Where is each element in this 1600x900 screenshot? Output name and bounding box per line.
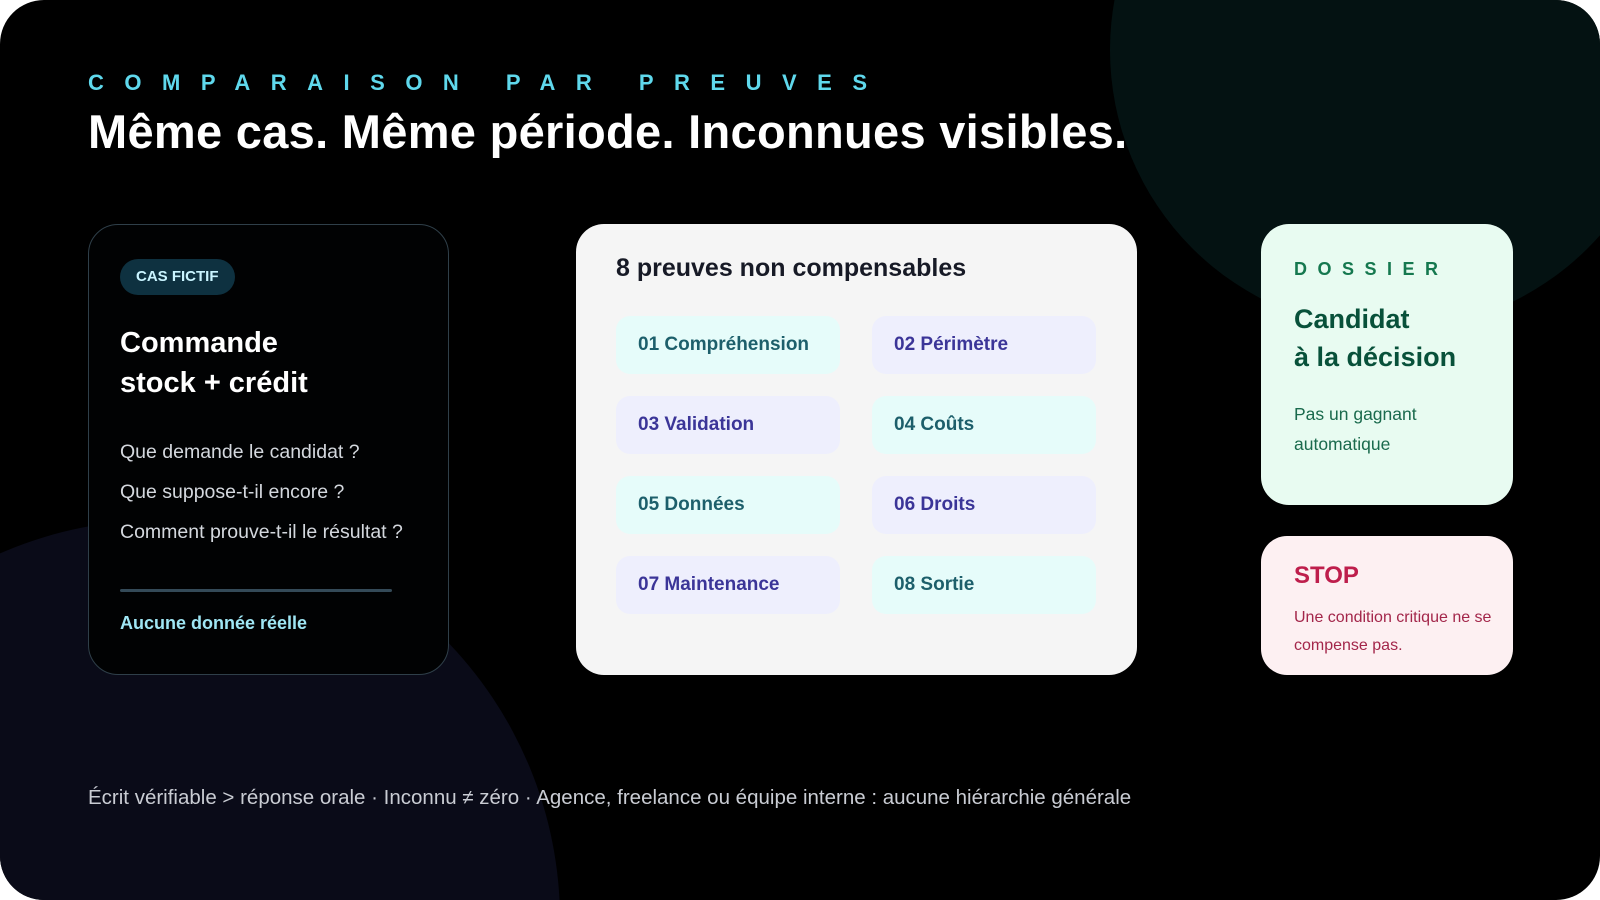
case-question: Que demande le candidat ? <box>120 441 360 463</box>
slide-title: Même cas. Même période. Inconnues visibles. <box>88 105 1128 158</box>
proof-chip-maintenance: 07 Maintenance <box>616 556 840 614</box>
proof-panel-title: 8 preuves non compensables <box>616 254 967 282</box>
case-title-line-2: stock + crédit <box>120 367 308 399</box>
dossier-title <box>1294 300 1504 376</box>
case-question: Que suppose-t-il encore ? <box>120 481 345 503</box>
case-questions-list <box>120 432 440 552</box>
case-divider <box>120 589 392 592</box>
stop-title: STOP <box>1294 562 1359 589</box>
proof-grid <box>616 316 1096 614</box>
case-badge: CAS FICTIF <box>120 259 235 295</box>
proof-chip-comprehension: 01 Compréhension <box>616 316 840 374</box>
case-title-line-1: Commande <box>120 327 278 359</box>
proof-chip-couts: 04 Coûts <box>872 396 1096 454</box>
proof-chip-droits: 06 Droits <box>872 476 1096 534</box>
proof-chip-perimetre: 02 Périmètre <box>872 316 1096 374</box>
proof-panel <box>576 224 1137 675</box>
dossier-title-line-1: Candidat <box>1294 304 1410 334</box>
footer-note: Écrit vérifiable > réponse orale · Inconnu ≠ zéro · Agence, freelance ou équipe interne : aucune hiérarchie générale <box>88 786 1132 809</box>
proof-chip-sortie: 08 Sortie <box>872 556 1096 614</box>
slide-eyebrow: COMPARAISON PAR PREUVES <box>88 70 888 95</box>
proof-chip-donnees: 05 Données <box>616 476 840 534</box>
case-card <box>88 224 449 675</box>
dossier-title-line-2: à la décision <box>1294 342 1457 372</box>
dossier-text: Pas un gagnant automatique <box>1294 404 1417 454</box>
dossier-label: DOSSIER <box>1294 259 1449 279</box>
case-question: Comment prouve-t-il le résultat ? <box>120 521 403 543</box>
stop-card <box>1261 536 1513 675</box>
case-footnote: Aucune donnée réelle <box>120 613 308 633</box>
stop-text: Une condition critique ne se compense pas. <box>1294 609 1492 654</box>
case-title <box>120 323 420 403</box>
proof-chip-validation: 03 Validation <box>616 396 840 454</box>
dossier-card <box>1261 224 1513 505</box>
